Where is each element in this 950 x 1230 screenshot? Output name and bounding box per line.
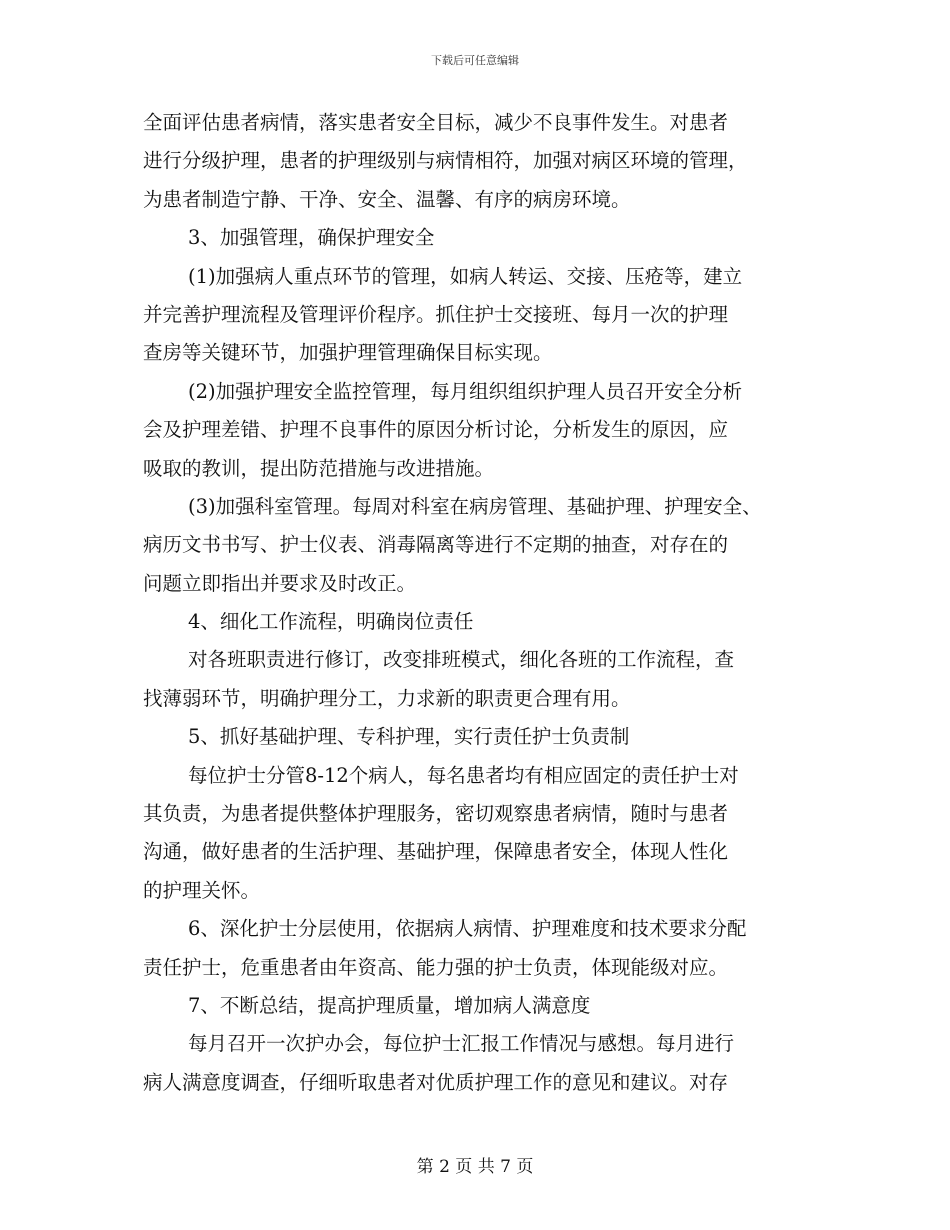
text-line: 并完善护理流程及管理评价程序。抓住护士交接班、每月一次的护理 [143,302,729,326]
text-line: 沟通，做好患者的生活护理、基础护理，保障患者安全，体现人性化 [143,840,729,864]
text-line: (1)加强病人重点环节的管理，如病人转运、交接、压疮等，建立 [188,264,743,288]
text-line: 6、深化护士分层使用，依据病人病情、护理难度和技术要求分配 [188,917,747,941]
text-line: 7、不断总结，提高护理质量，增加病人满意度 [188,993,591,1017]
page-footer: 第 2 页 共 7 页 [416,1157,534,1177]
text-line: 进行分级护理，患者的护理级别与病情相符，加强对病区环境的管理， [143,149,748,173]
text-line: 查房等关键环节，加强护理管理确保目标实现。 [143,341,553,365]
text-line: 对各班职责进行修订，改变排班模式，细化各班的工作流程，查 [188,648,735,672]
text-line: 责任护士，危重患者由年资高、能力强的护士负责，体现能级对应。 [143,955,729,979]
page-header: 下载后可任意编辑 [431,54,519,67]
text-line: 4、细化工作流程，明确岗位责任 [188,610,474,634]
text-line: (3)加强科室管理。每周对科室在病房管理、基础护理、护理安全、 [188,494,762,518]
document-body [143,104,818,1102]
text-line: 全面评估患者病情，落实患者安全目标，减少不良事件发生。对患者 [143,111,729,134]
text-line: 会及护理差错、护理不良事件的原因分析讨论，分析发生的原因，应 [143,418,729,442]
text-line: 每月召开一次护办会，每位护士汇报工作情况与感想。每月进行 [188,1032,735,1056]
text-line: 每位护士分管8-12个病人，每名患者均有相应固定的责任护士对 [188,763,739,787]
text-line: 的护理关怀。 [143,878,261,902]
text-line: 找薄弱环节，明确护理分工，力求新的职责更合理有用。 [143,686,631,710]
text-line: 为患者制造宁静、干净、安全、温馨、有序的病房环境。 [143,187,631,211]
text-line: 吸取的教训，提出防范措施与改进措施。 [143,456,495,480]
text-line: 其负责，为患者提供整体护理服务，密切观察患者病情，随时与患者 [143,802,729,826]
text-line: 病历文书书写、护士仪表、消毒隔离等进行不定期的抽查，对存在的 [143,533,729,557]
text-line: 5、抓好基础护理、专科护理，实行责任护士负责制 [188,725,630,749]
text-line: 问题立即指出并要求及时改正。 [143,571,417,595]
text-line: 病人满意度调查，仔细听取患者对优质护理工作的意见和建议。对存 [143,1070,729,1094]
text-line: (2)加强护理安全监控管理，每月组织组织护理人员召开安全分析 [188,379,743,403]
text-line: 3、加强管理，确保护理安全 [188,226,435,250]
